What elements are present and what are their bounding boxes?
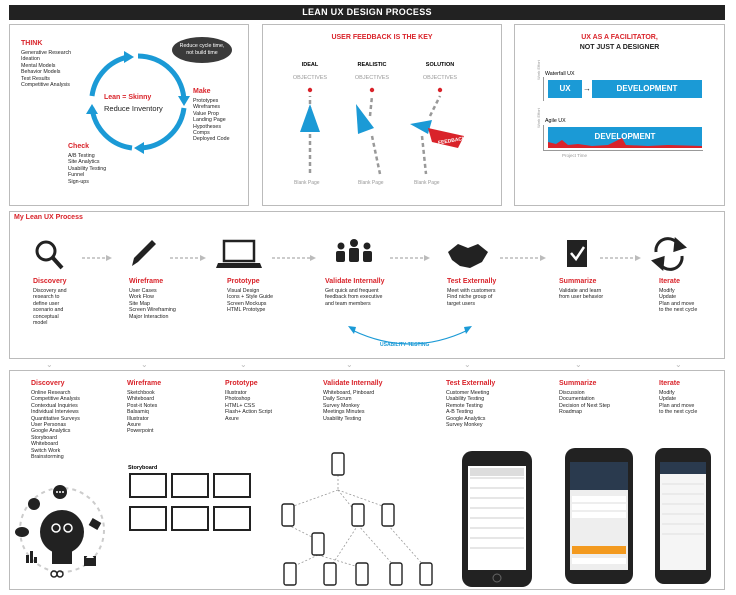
blank-page-label-3: Blank Page [414, 180, 440, 186]
tools-iterate-list: Modify Update Plan and move to the next cycle [659, 390, 698, 416]
waterfall-ux-bar: UX [548, 80, 582, 98]
process-heading: My Lean UX Process [14, 214, 83, 221]
step-summarize-title: Summarize [559, 278, 597, 285]
check-list: A/B Testing Site Analytics Usability Testing Funnel Sign-ups [68, 153, 107, 185]
tools-wireframe-list: Sketchbook Whiteboard Post-it Notes Balsamiq Illustrator Axure Powerpoint [127, 390, 158, 435]
pie-chart-icon [28, 498, 40, 510]
tools-validate-title: Validate Internally [323, 380, 383, 387]
think-list: Generative Research Ideation Mental Models Behavior Models Test Results Competitive Analysis [21, 50, 72, 89]
tools-prototype-list: Illustrator Photoshop HTML+ CSS Flash+ Action Script Axure [225, 390, 272, 422]
agile-dev-bar: DEVELOPMENT [548, 127, 702, 146]
step-test-title: Test Externally [447, 278, 497, 285]
step-discovery-desc: Discovery and research to define user scenario and conceptual model [33, 288, 67, 327]
step-prototype-desc: Visual Design Icons + Style Guide Screen Mockups HTML Prototype [227, 288, 274, 314]
down-arrow-4: ⌄ [346, 360, 353, 369]
blank-page-label-1: Blank Page [294, 180, 320, 186]
make-list: Prototypes Wireframes Value Prop Landing Page Hypotheses Comps Deployed Code [193, 98, 230, 143]
down-arrow-5: ⌄ [464, 360, 471, 369]
step-validate-desc: Get quick and frequent feedback from executive and team members [325, 288, 383, 307]
solution-label: SOLUTION [425, 62, 455, 68]
step-wireframe-title: Wireframe [129, 278, 164, 285]
agile-label: Agile UX [545, 118, 566, 124]
storyboard-label: Storyboard [128, 465, 158, 471]
cloud-icon [15, 527, 29, 537]
down-arrow-6: ⌄ [575, 360, 582, 369]
tools-discovery-list: Online Research Competitive Analysis Contextual Inquiries Individual Interviews Quantitative Surveys User Personas Google Analytics Storyboard Whiteboard Switch Work Brainstorming [31, 390, 80, 461]
tools-wireframe-title: Wireframe [127, 380, 162, 387]
objectives-label-1: OBJECTIVES [292, 75, 328, 81]
down-arrow-2: ⌄ [141, 360, 148, 369]
project-time-label: Project Time [562, 153, 588, 158]
feedback-label: FEEDBACK [437, 135, 467, 147]
tools-summarize-title: Summarize [559, 380, 597, 387]
step-validate-title: Validate Internally [325, 278, 385, 285]
facilitator-heading-1: UX AS A FACILITATOR, [581, 34, 658, 41]
think-heading: THINK [21, 40, 43, 47]
step-iterate-desc: Modify Update Plan and move to the next cycle [659, 288, 698, 314]
down-arrow-7: ⌄ [675, 360, 682, 369]
step-discovery-title: Discovery [33, 278, 67, 285]
cycle-time-bubble: Reduce cycle time, not build time [172, 37, 232, 63]
reduce-inventory-label: Reduce Inventory [104, 104, 163, 113]
tag-icon [89, 518, 102, 530]
tools-test-title: Test Externally [446, 380, 496, 387]
check-heading: Check [68, 143, 90, 150]
down-arrow-1: ⌄ [46, 360, 53, 369]
user-feedback-heading: USER FEEDBACK IS THE KEY [331, 34, 433, 41]
waterfall-dev-bar: DEVELOPMENT [592, 80, 702, 98]
make-heading: Make [193, 88, 211, 95]
objectives-label-2: OBJECTIVES [354, 75, 390, 81]
chain-link-icon [51, 571, 63, 577]
step-prototype-title: Prototype [227, 278, 260, 285]
step-wireframe-desc: User Cases Work Flow Site Map Screen Wireframing Major Interaction [129, 288, 176, 320]
tools-validate-list: Whiteboard, Pinboard Daily Scrum Survey Monkey Meetings Minutes Usability Testing [323, 390, 375, 422]
sitemap-screens [282, 453, 432, 585]
phone-mockup-summary [565, 448, 633, 584]
tools-iterate-title: Iterate [659, 380, 681, 387]
ideal-label: IDEAL [301, 62, 319, 68]
realistic-label: REALISTIC [357, 62, 387, 68]
tools-prototype-title: Prototype [225, 380, 258, 387]
phone-wireframe [462, 451, 532, 587]
step-iterate-title: Iterate [659, 278, 681, 285]
page-title: LEAN UX DESIGN PROCESS [9, 5, 725, 20]
waterfall-arrow: → [583, 84, 591, 93]
tools-discovery-title: Discovery [31, 380, 65, 387]
waterfall-label: Waterfall UX [545, 71, 575, 77]
lean-skinny-label: Lean = Skinny [104, 94, 152, 101]
step-summarize-desc: Validate and learn from user behavior [559, 288, 604, 301]
phone-mockup-iterate [655, 448, 711, 584]
blank-page-label-2: Blank Page [358, 180, 384, 186]
tools-summarize-list: Discussion Documentation Decision of Next Step Roadmap [559, 390, 610, 416]
tools-test-list: Customer Meeting Usability Testing Remote Testing A-B Testing Google Analytics Survey Monkey [446, 390, 490, 429]
objectives-label-3: OBJECTIVES [422, 75, 458, 81]
step-test-desc: Meet with customers Find niche group of target users [447, 288, 496, 307]
chat-bubble-icon [53, 485, 67, 499]
facilitator-heading-2: NOT JUST A DESIGNER [579, 44, 660, 51]
upload-icon [84, 552, 96, 566]
waterfall-axis-label: Work Effort [536, 60, 541, 80]
down-arrow-3: ⌄ [240, 360, 247, 369]
agile-axis-label: Work Effort [536, 108, 541, 128]
usability-testing-label: USABILITY TESTING [380, 342, 430, 348]
storyboard-frames [130, 474, 250, 530]
